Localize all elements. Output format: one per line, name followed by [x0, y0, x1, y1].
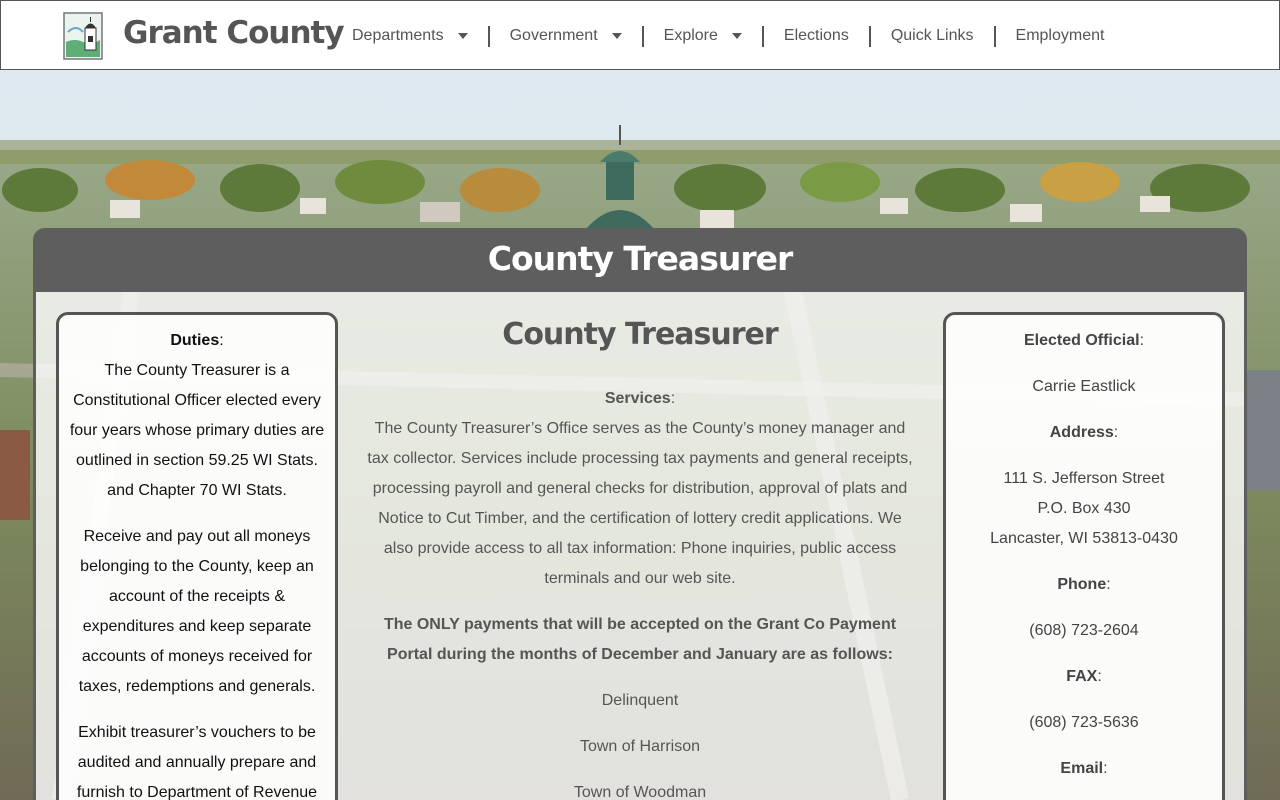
- label-colon: :: [670, 390, 676, 407]
- label-colon: :: [1097, 668, 1102, 685]
- nav-label: Explore: [663, 27, 718, 44]
- nav-divider: [642, 26, 644, 47]
- panel-title: County Treasurer: [487, 239, 793, 278]
- panel-body: [33, 292, 1247, 800]
- nav-label: Departments: [352, 27, 444, 44]
- main-nav: [352, 1, 1104, 71]
- phone-label: Phone: [1057, 576, 1107, 593]
- email-label: Email: [1060, 760, 1104, 777]
- site-header: [0, 0, 1280, 70]
- duties-paragraph: Exhibit treasurer’s vouchers to be audited and annually prepare and furnish to Department of Revenue: [76, 724, 318, 800]
- caret-down-icon: [732, 33, 742, 39]
- nav-label: Employment: [1015, 27, 1105, 44]
- label-colon: :: [1113, 424, 1119, 441]
- payment-item: Town of Harrison: [579, 738, 701, 755]
- nav-divider: [488, 26, 490, 47]
- duties-card: [56, 312, 338, 800]
- site-title[interactable]: Grant County: [123, 15, 344, 51]
- services-section: [366, 316, 914, 800]
- caret-down-icon: [458, 33, 468, 39]
- phone-number[interactable]: (608) 723-2604: [1029, 622, 1139, 639]
- payment-item: Town of Woodman: [573, 784, 707, 800]
- services-text: The County Treasurer’s Office serves as the County’s money manager and tax collector. Services include processing tax payments and general receipts, processing payroll and general checks for distribution, approval of plats and Notice to Cut Timber, and the certification of lottery credit applications. We also provide access to all tax information: Phone inquiries, public access terminals and our web site.: [367, 420, 913, 587]
- nav-label: Elections: [783, 27, 849, 44]
- nav-departments[interactable]: [352, 27, 468, 45]
- services-label: Services: [604, 390, 671, 407]
- official-name: Carrie Eastlick: [1032, 378, 1136, 395]
- nav-quick-links[interactable]: [891, 27, 974, 45]
- nav-label: Government: [509, 27, 598, 44]
- caret-down-icon: [612, 33, 622, 39]
- fax-number: (608) 723-5636: [1029, 714, 1139, 731]
- nav-explore[interactable]: [664, 27, 742, 45]
- nav-divider: [762, 26, 764, 47]
- label-colon: :: [1103, 760, 1108, 777]
- address-line: P.O. Box 430: [1037, 500, 1131, 517]
- official-label: Elected Official: [1023, 332, 1140, 349]
- nav-divider: [994, 26, 996, 47]
- county-logo-icon[interactable]: [63, 12, 103, 60]
- address-label: Address: [1049, 424, 1114, 441]
- label-colon: :: [219, 332, 224, 349]
- nav-employment[interactable]: [1016, 27, 1105, 45]
- contact-card: [943, 312, 1225, 800]
- nav-divider: [869, 26, 871, 47]
- fax-label: FAX: [1066, 668, 1098, 685]
- address-line: 111 S. Jefferson Street: [1003, 470, 1165, 487]
- duties-text: The County Treasurer is a Constitutional Officer elected every four years whose primary duties are outlined in section 59.25 WI Stats. and Chapter 70 WI Stats.: [69, 362, 325, 499]
- payments-notice: The ONLY payments that will be accepted on the Grant Co Payment Portal during the months of December and January are as follows:: [383, 616, 897, 663]
- label-colon: :: [1106, 576, 1111, 593]
- address-line: Lancaster, WI 53813-0430: [990, 530, 1178, 547]
- label-colon: :: [1139, 332, 1145, 349]
- nav-government[interactable]: [510, 27, 622, 45]
- nav-elections[interactable]: [784, 27, 849, 45]
- section-heading: County Treasurer: [502, 317, 778, 352]
- panel-header: [33, 228, 1247, 292]
- duties-label: Duties: [170, 332, 220, 349]
- payment-item: Delinquent: [601, 692, 679, 709]
- duties-paragraph: Receive and pay out all moneys belonging to the County, keep an account of the receipts & expenditures and keep separate accounts of moneys received for taxes, redemptions and generals.: [78, 528, 316, 695]
- nav-label: Quick Links: [890, 27, 974, 44]
